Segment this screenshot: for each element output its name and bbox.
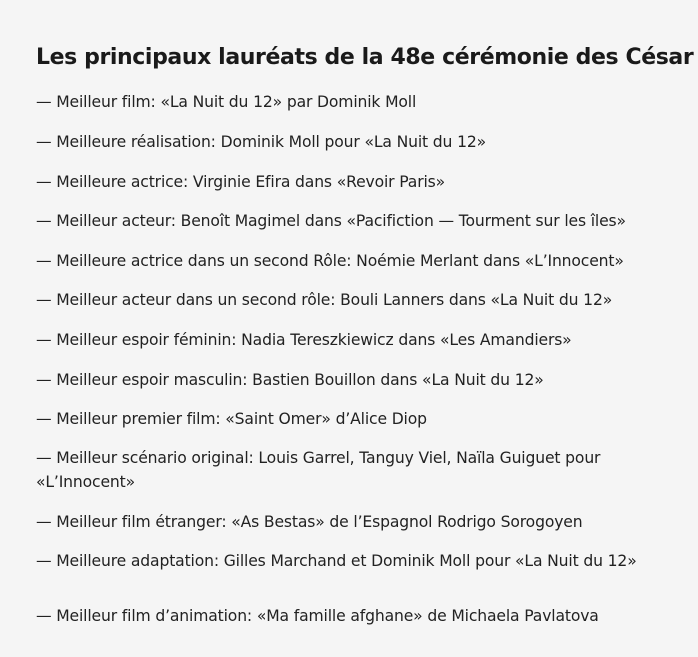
list-item: — Meilleure actrice dans un second Rôle: Noémie Merlant dans «L’Innocent»	[36, 252, 624, 270]
article-title: Les principaux lauréats de la 48e cérémonie des César	[36, 45, 694, 70]
list-item: — Meilleur acteur: Benoît Magimel dans «Pacifiction — Tourment sur les îles»	[36, 212, 626, 230]
list-item: — Meilleure adaptation: Gilles Marchand et Dominik Moll pour «La Nuit du 12»	[36, 552, 637, 570]
list-item: — Meilleur film étranger: «As Bestas» de l’Espagnol Rodrigo Sorogoyen	[36, 513, 583, 531]
list-item: — Meilleur acteur dans un second rôle: Bouli Lanners dans «La Nuit du 12»	[36, 291, 613, 309]
list-item: — Meilleur scénario original: Louis Garrel, Tanguy Viel, Naïla Guiguet pour «L’Innocent»	[36, 449, 601, 491]
list-item: — Meilleur film: «La Nuit du 12» par Dominik Moll	[36, 93, 417, 111]
list-item: — Meilleur espoir féminin: Nadia Tereszkiewicz dans «Les Amandiers»	[36, 331, 572, 349]
list-item: — Meilleur espoir masculin: Bastien Bouillon dans «La Nuit du 12»	[36, 371, 544, 389]
list-item: — Meilleur premier film: «Saint Omer» d’Alice Diop	[36, 410, 427, 428]
list-item: — Meilleure réalisation: Dominik Moll pour «La Nuit du 12»	[36, 133, 487, 151]
list-item: — Meilleure actrice: Virginie Efira dans «Revoir Paris»	[36, 173, 446, 191]
list-item: — Meilleur film d’animation: «Ma famille afghane» de Michaela Pavlatova	[36, 607, 599, 625]
